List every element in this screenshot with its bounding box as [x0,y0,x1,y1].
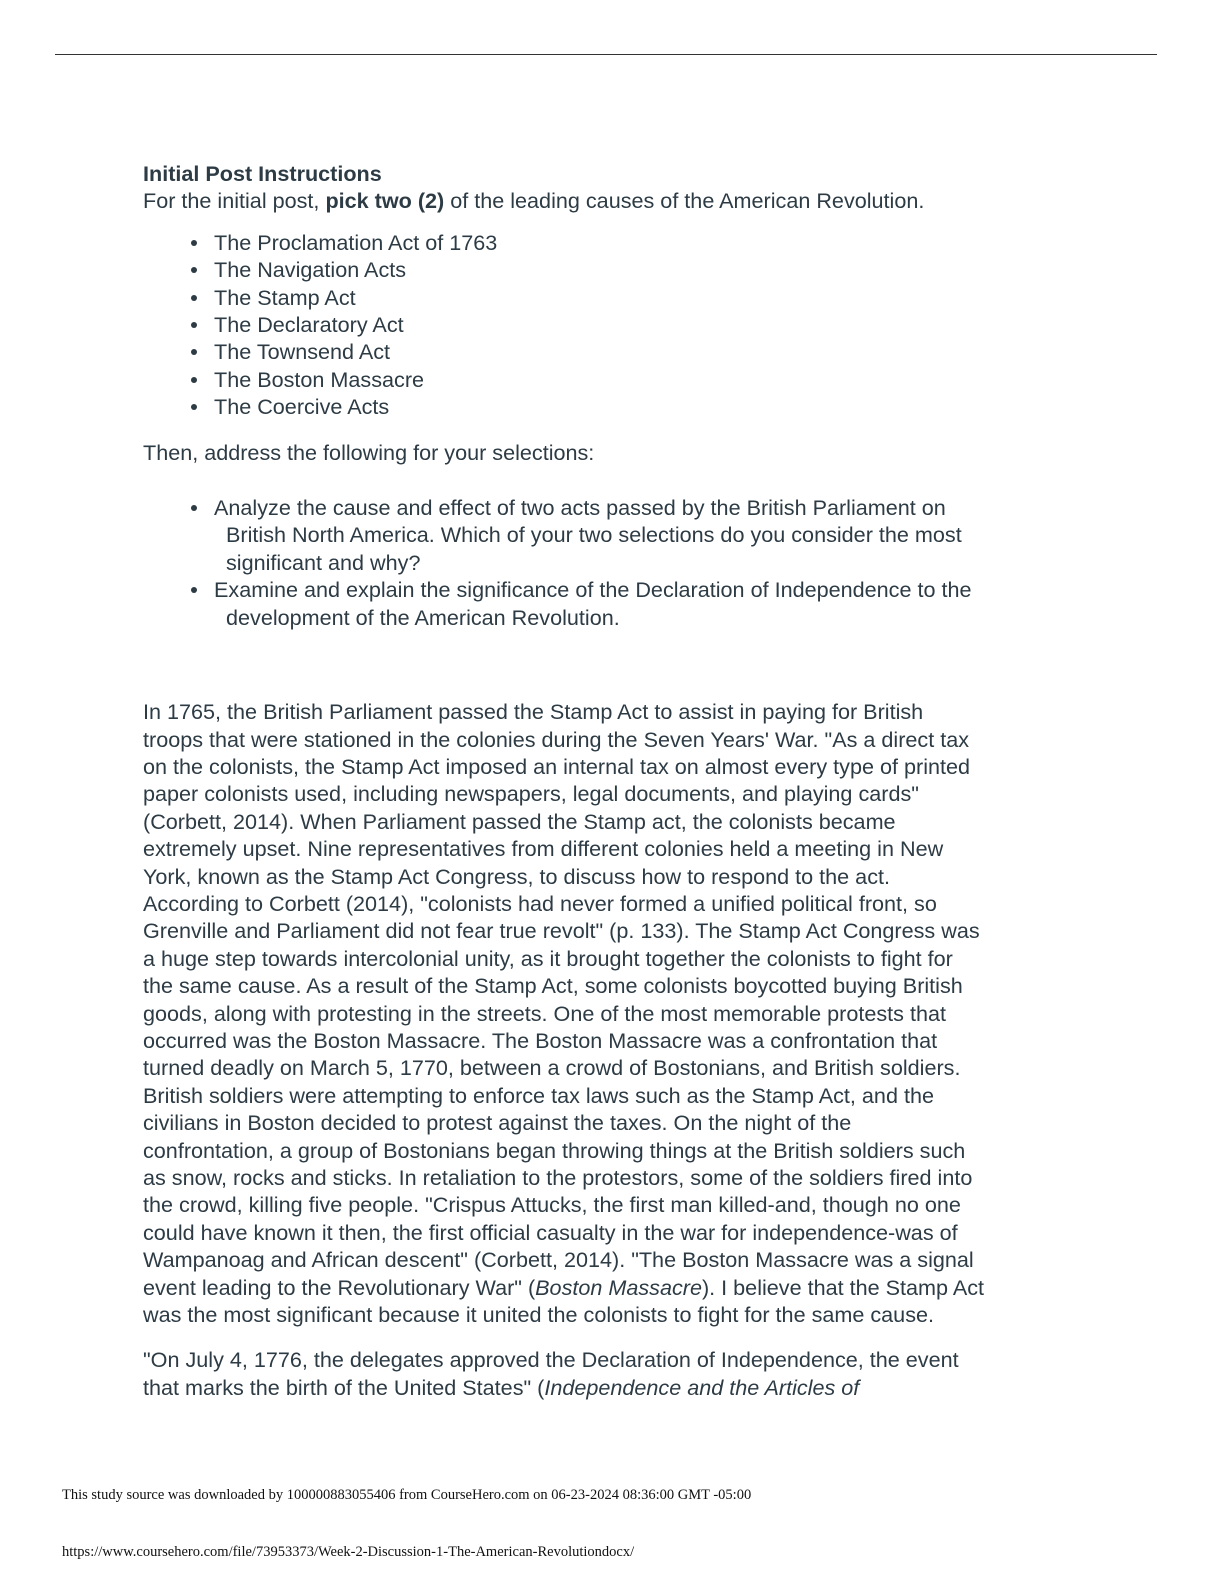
question-line: significant and why? [226,549,421,575]
citation-lead: that marks the birth of the United States" ( [143,1374,545,1400]
essay-line: York, known as the Stamp Act Congress, to discuss how to respond to the act. [143,863,890,889]
essay-line: as snow, rocks and sticks. In retaliation to the protestors, some of the soldiers fired into [143,1165,973,1190]
essay-line: "On July 4, 1776, the delegates approved the Declaration of Independence, the event [143,1347,959,1373]
essay-line: paper colonists used, including newspapers, legal documents, and playing cards" [143,781,919,807]
citation-title: Boston Massacre [535,1274,702,1300]
instructions-heading: Initial Post Instructions [143,161,382,186]
question-line: Examine and explain the significance of the Declaration of Independence to the [214,577,972,603]
essay-line [143,1274,1078,1301]
essay-line: the same cause. As a result of the Stamp Act, some colonists boycotted buying British [143,973,963,999]
essay-line [143,1374,1078,1401]
question-item [143,576,1078,631]
essay-line: confrontation, a group of Bostonians began throwing things at the British soldiers such [143,1137,966,1163]
essay-line: a huge step towards intercolonial unity, as it brought together the colonists to fight for [143,945,953,971]
question-line: Analyze the cause and effect of two acts passed by the British Parliament on [214,495,946,521]
then-instruction: Then, address the following for your selections: [143,439,595,465]
questions-list [143,494,1078,631]
essay-line: In 1765, the British Parliament passed the Stamp Act to assist in paying for British [143,699,924,725]
list-item: The Boston Massacre [143,366,1078,393]
essay-line: British soldiers were attempting to enforce tax laws such as the Stamp Act, and the [143,1082,934,1108]
intro-text-after: of the leading causes of the American Revolution. [444,188,925,214]
essay-line: extremely upset. Nine representatives from different colonies held a meeting in New [143,836,944,862]
essay-line: Grenville and Parliament did not fear true revolt" (p. 133). The Stamp Act Congress was [143,918,980,944]
essay-line: Wampanoag and African descent" (Corbett, 2014). "The Boston Massacre was a signal [143,1247,974,1273]
intro-text-before: For the initial post, [143,188,326,214]
list-item: The Proclamation Act of 1763 [143,229,1078,256]
essay-line: turned deadly on March 5, 1770, between a crowd of Bostonians, and British soldiers. [143,1055,961,1081]
essay-line: was the most significant because it united the colonists to fight for the same cause. [143,1302,934,1328]
list-item: The Townsend Act [143,338,1078,365]
acts-list [143,229,1078,421]
citation-title: Independence and the Articles of [544,1374,860,1400]
essay-line: civilians in Boston decided to protest against the taxes. On the night of the [143,1110,852,1136]
essay-line: could have known it then, the first official casualty in the war for independence-was of [143,1219,958,1245]
list-item: The Declaratory Act [143,311,1078,338]
intro-bold-text: pick two (2) [325,188,445,214]
essay-paragraph-2 [143,1346,1078,1401]
essay-line: on the colonists, the Stamp Act imposed an internal tax on almost every type of printed [143,753,971,779]
citation-trail: ). I believe that the Stamp Act [701,1274,985,1300]
question-item [143,494,1078,576]
document-body [143,160,1078,1401]
essay-line: occurred was the Boston Massacre. The Boston Massacre was a confrontation that [143,1027,938,1053]
essay-paragraph-1 [143,698,1078,1328]
instructions-intro [143,187,1078,214]
essay-line: (Corbett, 2014). When Parliament passed the Stamp act, the colonists became [143,808,896,834]
citation-lead: event leading to the Revolutionary War" ( [143,1274,536,1300]
essay-line: goods, along with protesting in the streets. One of the most memorable protests that [143,1000,946,1026]
list-item: The Navigation Acts [143,256,1078,283]
top-divider [55,54,1157,55]
list-item: The Coercive Acts [143,393,1078,420]
essay-line: troops that were stationed in the colonies during the Seven Years' War. "As a direct tax [143,726,970,752]
source-url: https://www.coursehero.com/file/73953373/Week-2-Discussion-1-The-American-Revolutiondocx/ [62,1544,635,1560]
download-notice: This study source was downloaded by 100000883055406 from CourseHero.com on 06-23-2024 08:36:00 GMT -05:00 [62,1487,752,1503]
essay-line: the crowd, killing five people. "Crispus Attucks, the first man killed-and, though no one [143,1192,961,1218]
essay-line: According to Corbett (2014), "colonists had never formed a unified political front, so [143,890,937,916]
question-line: development of the American Revolution. [226,604,620,630]
question-line: British North America. Which of your two selections do you consider the most [226,522,962,548]
list-item: The Stamp Act [143,284,1078,311]
